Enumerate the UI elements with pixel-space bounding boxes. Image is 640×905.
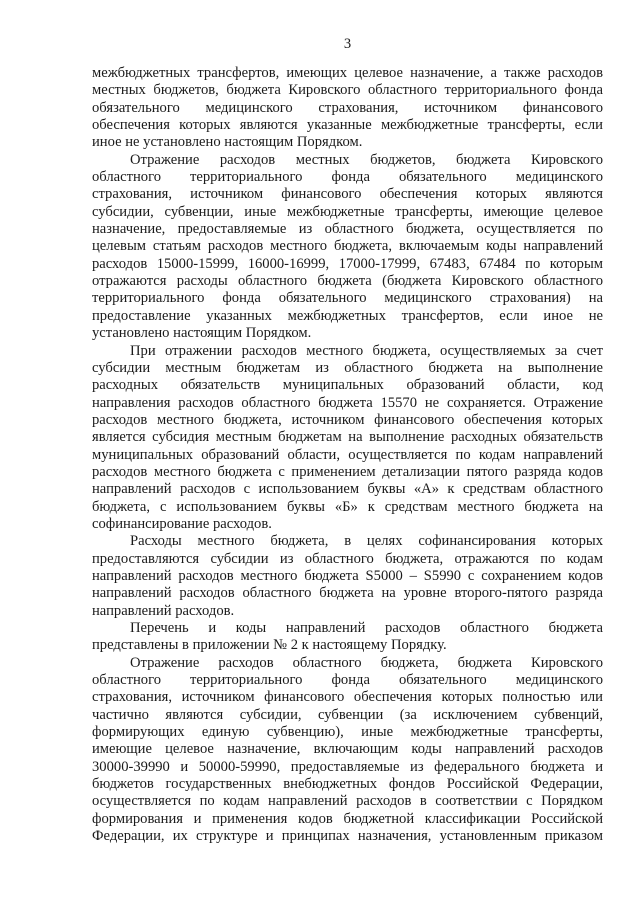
- text-line: При отражении расходов местного бюджета, осуществляемых за счет: [130, 342, 603, 359]
- text-line: имеющие целевое назначение, включающим коды направлений расходов: [92, 741, 603, 758]
- text-line: частично являются субсидии, субвенции (за исключением субвенций,: [92, 706, 603, 723]
- text-line: иное не установлено настоящим Порядком.: [92, 134, 363, 151]
- text-line: расходов местного бюджета с применением детализации пятого разряда кодов: [92, 463, 603, 480]
- text-line: бюджета, с использованием буквы «Б» к средствам местного бюджета на: [92, 498, 603, 515]
- text-line: обязательного медицинского страхования, источником финансового: [92, 99, 603, 116]
- text-line: отражаются расходы областного бюджета (бюджета Кировского областного: [92, 273, 603, 290]
- text-line: назначение, предоставляемые из областного бюджета, осуществляется по: [92, 221, 603, 238]
- text-line: субсидии местным бюджетам из областного бюджета на выполнение: [92, 359, 603, 376]
- text-line: установлено настоящим Порядком.: [92, 325, 312, 342]
- text-line: является субсидия местным бюджетам на выполнение расходных обязательств: [92, 429, 603, 446]
- text-line: субсидии, субвенции, иные межбюджетные трансферты, имеющие целевое: [92, 203, 603, 220]
- text-line: формирующих единую субвенцию), иные межбюджетные трансферты,: [92, 724, 603, 741]
- paragraph: [92, 655, 603, 846]
- paragraph: [92, 620, 603, 655]
- text-line: областного территориального фонда обязательного медицинского: [92, 672, 603, 689]
- text-line: бюджетов государственных внебюджетных фондов Российской Федерации,: [92, 776, 603, 793]
- text-line: территориального фонда обязательного медицинского страхования) на: [92, 290, 603, 307]
- text-line: страхования, источником финансового обеспечения которых являются: [92, 186, 603, 203]
- text-line: направлений расходов местного бюджета S5000 – S5990 с сохранением кодов: [92, 567, 603, 584]
- paragraph: [92, 533, 603, 620]
- text-line: 30000-39990 и 50000-59990, предоставляемые из федерального бюджета и: [92, 758, 603, 775]
- body-text: [92, 65, 603, 845]
- text-line: направлений расходов.: [92, 602, 235, 619]
- text-line: межбюджетных трансфертов, имеющих целевое назначение, а также расходов: [92, 65, 603, 81]
- text-line: направлений расходов с использованием буквы «А» к средствам областного: [92, 481, 603, 498]
- page-number: 3: [343, 36, 352, 52]
- text-line: предоставление указанных межбюджетных трансфертов, если иное не: [92, 307, 603, 324]
- text-line: Расходы местного бюджета, в целях софинансирования которых: [130, 533, 603, 550]
- paragraph: [92, 65, 603, 152]
- text-line: страхования, источником финансового обеспечения которых полностью или: [92, 689, 603, 706]
- text-line: расходных обязательств муниципальных образований области, код: [92, 377, 603, 394]
- text-line: Отражение расходов местных бюджетов, бюджета Кировского: [130, 151, 603, 168]
- text-line: Перечень и коды направлений расходов областного бюджета: [130, 620, 603, 636]
- text-line: формирования и применения кодов бюджетной классификации Российской: [92, 810, 603, 827]
- text-line: осуществляется по кодам направлений расходов в соответствии с Порядком: [92, 793, 603, 810]
- text-line: расходов местного бюджета, источником финансового обеспечения которых: [92, 411, 603, 428]
- text-line: софинансирование расходов.: [92, 515, 272, 532]
- text-line: целевым статьям расходов местного бюджета, включаемым коды направлений: [92, 238, 603, 255]
- text-line: направления расходов областного бюджета 15570 не сохраняется. Отражение: [92, 394, 603, 411]
- text-line: обеспечения которых являются указанные межбюджетные трансферты, если: [92, 117, 603, 134]
- text-line: направлений расходов областного бюджета на уровне второго-пятого разряда: [92, 585, 603, 602]
- text-line: муниципальных образований области, осуществляется по кодам направлений: [92, 446, 603, 463]
- text-line: местных бюджетов, бюджета Кировского областного территориального фонда: [92, 82, 603, 99]
- text-line: расходов 15000-15999, 16000-16999, 17000-17999, 67483, 67484 по которым: [92, 255, 603, 272]
- text-line: представлены в приложении № 2 к настоящему Порядку.: [92, 637, 447, 654]
- paragraph: [92, 152, 603, 343]
- text-line: Отражение расходов областного бюджета, бюджета Кировского: [130, 654, 603, 671]
- text-line: Федерации, их структуре и принципах назначения, установленным приказом: [92, 828, 603, 845]
- text-line: областного территориального фонда обязательного медицинского: [92, 169, 603, 186]
- paragraph: [92, 343, 603, 534]
- text-line: предоставляются субсидии из областного бюджета, отражаются по кодам: [92, 550, 603, 567]
